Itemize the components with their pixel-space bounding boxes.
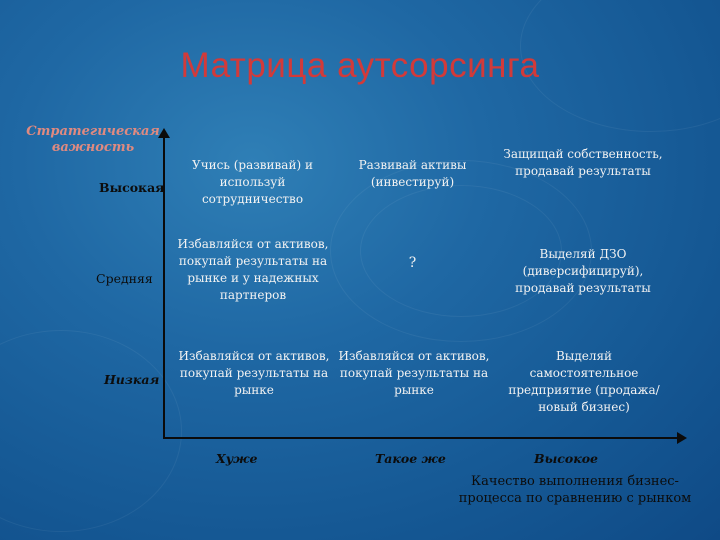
y-level-low: Низкая	[104, 372, 160, 387]
x-axis-arrow	[163, 437, 678, 439]
page-title: Матрица аутсорсинга	[180, 46, 540, 85]
x-tick-same: Такое же	[375, 451, 446, 466]
cell-low-high: Выделяй самостоятельное предприятие (продажа/новый бизнес)	[508, 349, 660, 414]
cell-mid-worse: Избавляйся от активов, покупай результаты на рынке и у надежных партнеров	[177, 237, 329, 302]
x-tick-high: Высокое	[534, 451, 598, 466]
cell-mid-high: Выделяй ДЗО (диверсифицируй), продавай результаты	[515, 247, 651, 295]
x-tick-worse: Хуже	[216, 451, 258, 466]
cell-low-same: Избавляйся от активов, покупай результаты на рынке	[338, 349, 490, 397]
y-axis-label: Стратегическая важность	[26, 124, 160, 155]
cell-high-high: Защищай собственность, продавай результаты	[503, 147, 663, 178]
cell-mid-same: ?	[408, 255, 417, 271]
y-level-medium: Средняя	[96, 271, 153, 286]
cell-high-same: Развивай активы (инвестируй)	[358, 158, 467, 189]
y-level-high: Высокая	[99, 180, 165, 195]
cell-high-worse: Учись (развивай) и используй сотрудничество	[192, 158, 313, 206]
x-axis-label: Качество выполнения бизнес-процесса по сравнению с рынком	[458, 474, 692, 506]
background-ripple	[0, 330, 182, 532]
cell-low-worse: Избавляйся от активов, покупай результаты на рынке	[178, 349, 330, 397]
